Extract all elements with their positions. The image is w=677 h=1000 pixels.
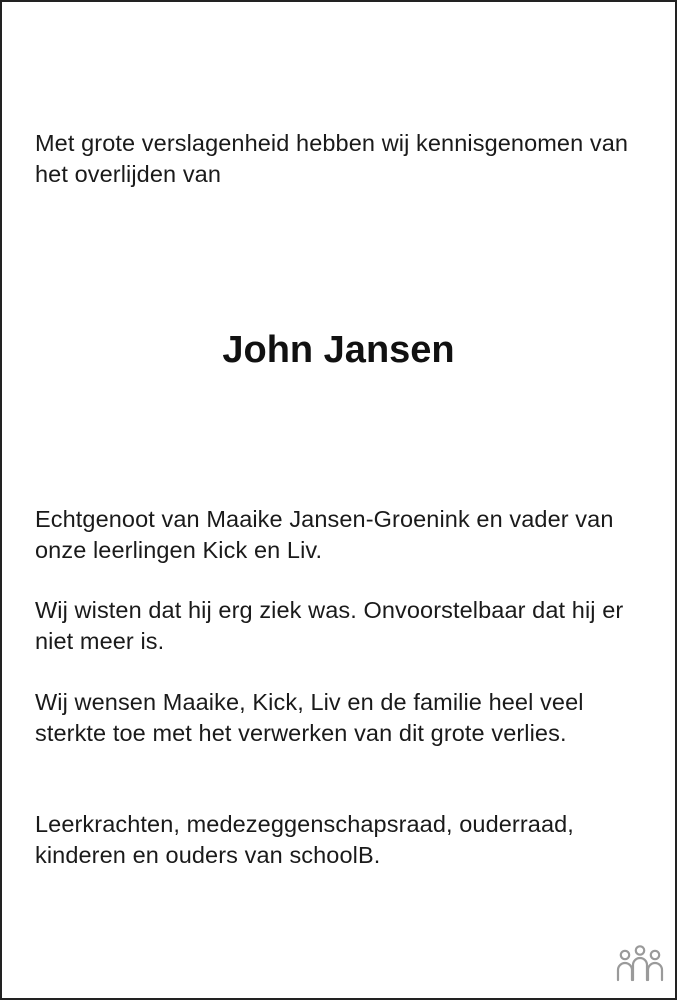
sentiment-paragraph: Wij wisten dat hij erg ziek was. Onvoorstelbaar dat hij er niet meer is. [35,597,624,654]
signature-text: Leerkrachten, medezeggenschapsraad, ouderraad, kinderen en ouders van schoolB. [35,811,574,868]
relation-paragraph: Echtgenoot van Maaike Jansen-Groenink en vader van onze leerlingen Kick en Liv. [35,506,614,563]
condolence-paragraph: Wij wensen Maaike, Kick, Liv en de familie heel veel sterkte toe met het verwerken van dit grote verlies. [35,689,584,746]
deceased-name: John Jansen [222,329,455,371]
people-group-icon [615,944,665,984]
intro-text: Met grote verslagenheid hebben wij kennisgenomen van het overlijden van [35,130,629,187]
